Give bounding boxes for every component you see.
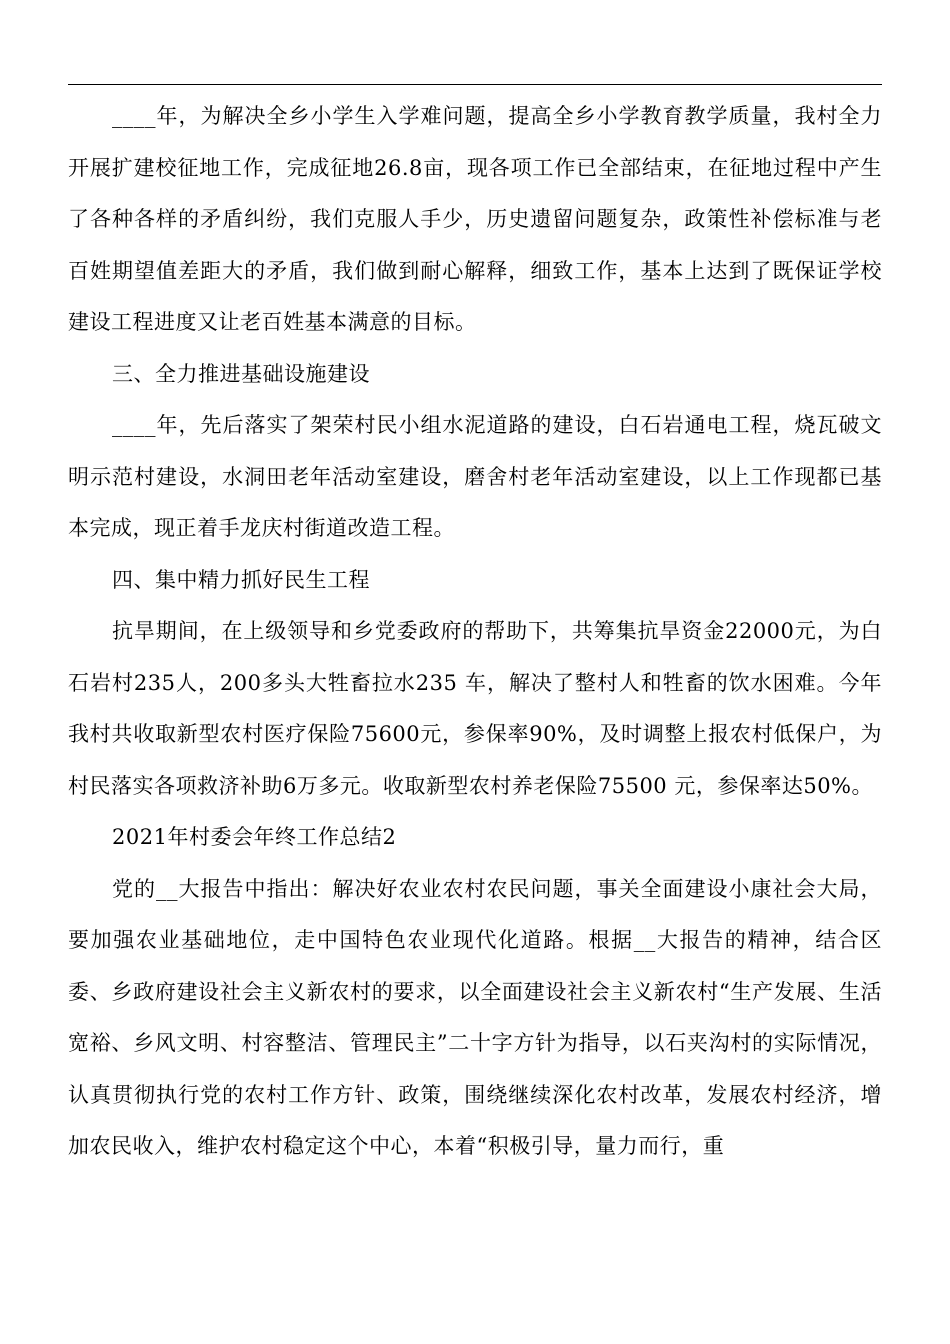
section-heading-infrastructure: 三、全力推进基础设施建设	[112, 361, 370, 386]
paragraph-livelihood: 抗旱期间，在上级领导和乡党委政府的帮助下，共筹集抗旱资金22000元，为白石岩村235人，200多头大牲畜拉水235 车，解决了整村人和牲畜的饮水困难。今年我村共收取新型农村医疗保险75600元，参保率90%，及时调整上报农村低保户，为村民落实各项救济补助6万多元。收取新型农村养老保险75500 元，参保率达50%。	[68, 619, 882, 798]
paragraph-land-acquisition: ____年，为解决全乡小学生入学难问题，提高全乡小学教育教学质量，我村全力开展扩建校征地工作，完成征地26.8亩，现各项工作已全部结束，在征地过程中产生了各种各样的矛盾纠纷，我们克服人手少，历史遗留问题复杂，政策性补偿标准与老百姓期望值差距大的矛盾，我们做到耐心解释，细致工作，基本上达到了既保证学校建设工程进度又让老百姓基本满意的目标。	[68, 104, 882, 334]
paragraph-report-intro: 党的__大报告中指出：解决好农业农村农民问题，事关全面建设小康社会大局，要加强农业基础地位，走中国特色农业现代化道路。根据__大报告的精神，结合区委、乡政府建设社会主义新农村的要求，以全面建设社会主义新农村“生产发展、生活宽裕、乡风文明、村容整洁、管理民主”二十字方针为指导，以石夹沟村的实际情况，认真贯彻执行党的农村工作方针、政策，围绕继续深化农村改革，发展农村经济，增加农民收入，维护农村稳定这个中心，本着“积极引导，量力而行，重	[68, 876, 882, 1158]
document-title-2: 2021年村委会年终工作总结2	[112, 825, 397, 849]
paragraph-infrastructure: ____年，先后落实了架荣村民小组水泥道路的建设，白石岩通电工程，烧瓦破文明示范村建设，水洞田老年活动室建设，磨舍村老年活动室建设，以上工作现都已基本完成，现正着手龙庆村街道改造工程。	[68, 413, 882, 540]
document-body	[68, 91, 882, 1173]
header-rule	[68, 84, 882, 85]
section-heading-livelihood: 四、集中精力抓好民生工程	[112, 567, 370, 592]
